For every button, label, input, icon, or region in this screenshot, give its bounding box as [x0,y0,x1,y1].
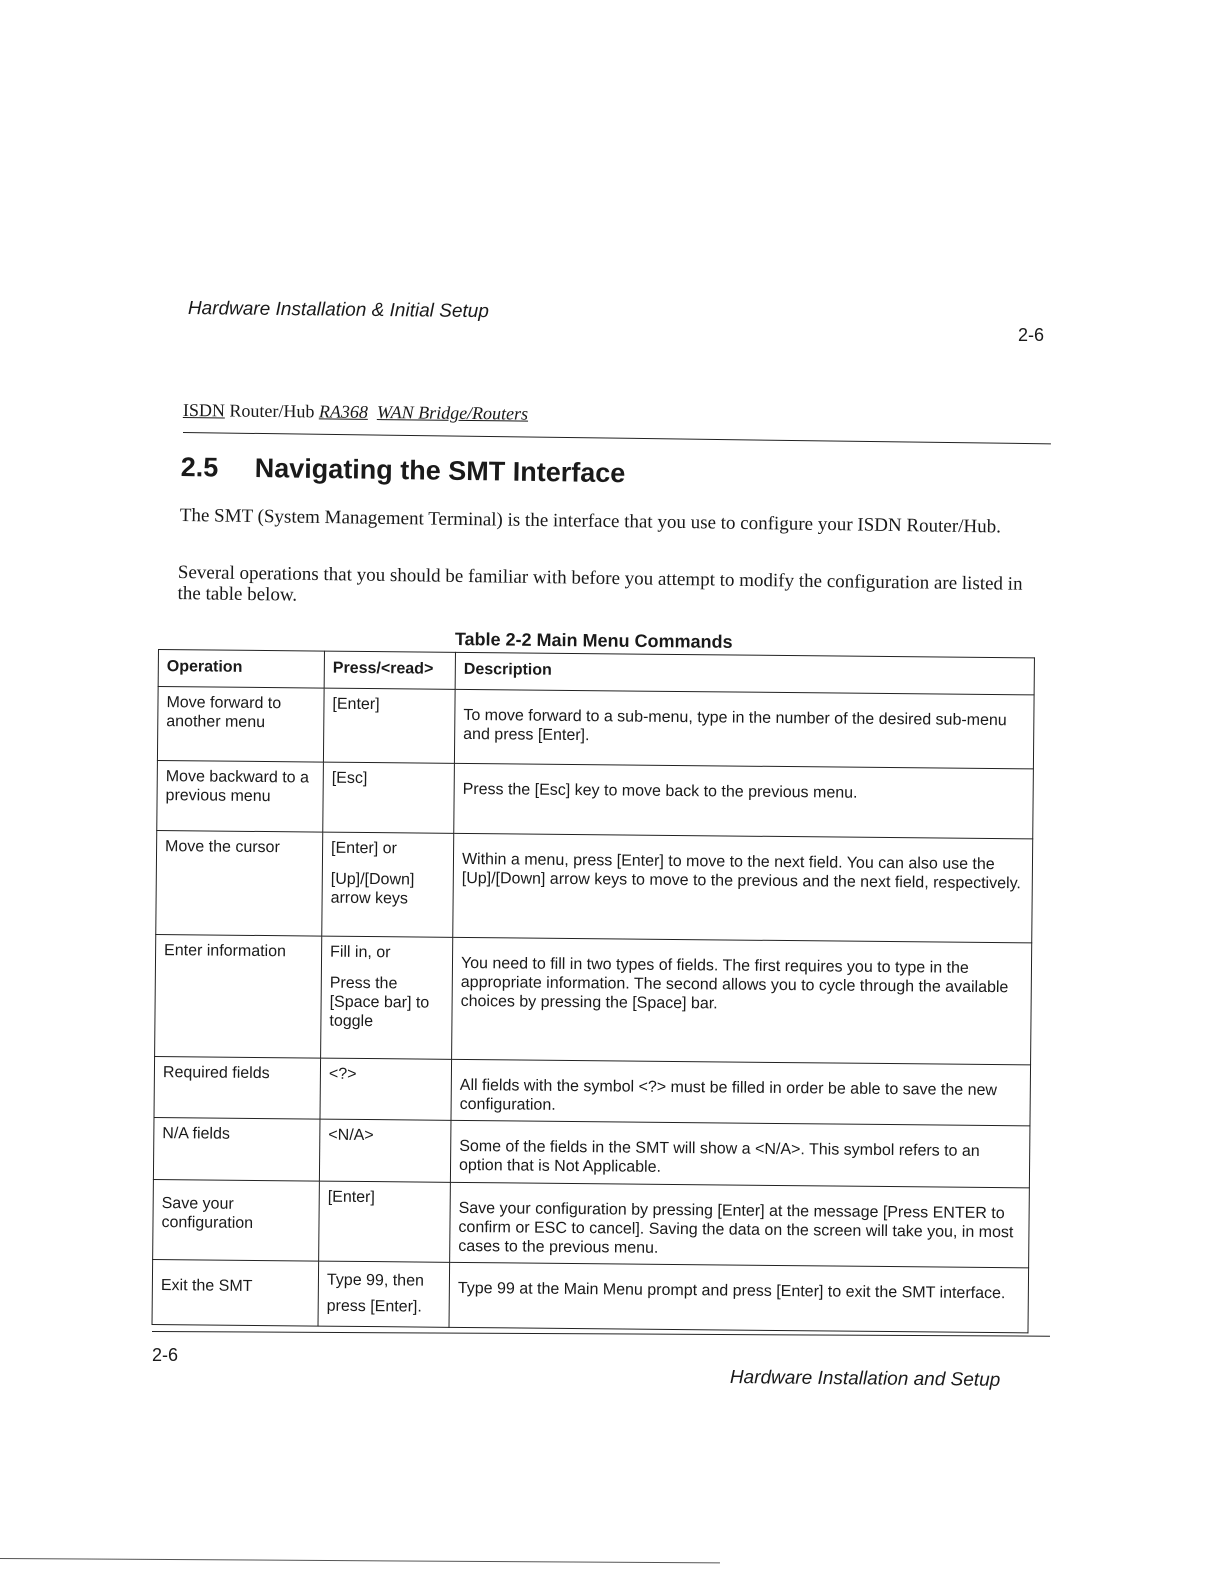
cell-description: Within a menu, press [Enter] to move to the next field. You can also use the [Up]/[Down] arrow keys to move to the previous and the next field, respectively. [453,833,1033,943]
cell-description: Press the [Esc] key to move back to the previous menu. [454,763,1034,839]
press-text: [Up]/[Down] arrow keys [330,870,415,908]
cell-description: You need to fill in two types of fields. The first requires you to type in the appropriate information. The second allows you to cycle through the available choices by pressing the [Space] bar. [452,937,1032,1065]
table-row [156,830,1033,942]
cell-press [323,762,455,833]
header-rule [183,432,1051,444]
cell-operation: Exit the SMT [152,1259,319,1326]
cell-description: To move forward to a sub-menu, type in the number of the desired sub-menu and press [Enter]. [454,689,1034,769]
section-title [181,452,626,489]
intro-paragraph: The SMT (System Management Terminal) is the interface that you use to configure your ISDN Router/Hub. [179,505,1002,538]
cell-press [320,1058,452,1120]
table-row [157,760,1034,838]
running-header: Hardware Installation & Initial Setup [187,298,489,323]
cell-operation: Move backward to a previous menu [157,760,324,832]
main-menu-commands-table [152,649,1035,1333]
press-text: [Enter] [332,695,380,714]
header-operation: Operation [158,650,324,689]
press-text: Press the [Space bar] to toggle [329,974,430,1031]
product-line-model: RA368 [318,401,369,422]
press-text: <N/A> [328,1126,374,1145]
page-number-bottom: 2-6 [152,1345,179,1365]
cell-description: Save your configuration by pressing [Enter] at the message [Press ENTER to confirm or ESC to cancel]. Saving the data on the screen will take you, in most cases to the previous menu. [450,1182,1030,1268]
cell-operation: Enter information [155,934,322,1058]
table-row [154,1056,1031,1125]
cell-description: All fields with the symbol <?> must be filled in order be able to save the new configuration. [451,1059,1031,1126]
table-row [153,1117,1030,1187]
press-text: [Enter] or [331,839,397,858]
product-line [183,400,528,425]
table-caption: Table 2-2 Main Menu Commands [454,629,733,652]
header-press: Press/<read> [324,651,455,689]
cell-press [321,936,453,1059]
operations-paragraph: Several operations that you should be familiar with before you attempt to modify the configuration are listed in the table below. [177,562,1023,606]
press-text: press [Enter]. [326,1297,422,1316]
cell-operation: N/A fields [153,1117,320,1181]
scan-artifact-line [0,1558,720,1563]
section-number: 2.5 [180,452,219,483]
cell-operation: Required fields [154,1056,321,1119]
table-row [153,1179,1030,1267]
cell-description: Some of the fields in the SMT will show a <N/A>. This symbol refers to an option that is Not Applicable. [450,1120,1030,1188]
press-text: [Esc] [331,769,368,788]
table-row [152,1259,1029,1332]
table-row [157,687,1034,769]
commands-table [152,649,1035,1333]
cell-press [319,1181,451,1262]
cell-operation: Move the cursor [156,830,323,936]
cell-description: Type 99 at the Main Menu prompt and press [Enter] to exit the SMT interface. [449,1262,1029,1333]
cell-press [318,1261,450,1327]
cell-press [323,688,455,763]
press-text: [Enter] [327,1188,375,1207]
product-line-category: WAN Bridge/Routers [376,402,529,424]
press-text: <?> [328,1065,357,1083]
running-footer: Hardware Installation and Setup [729,1367,1001,1391]
cell-operation: Save your configuration [153,1179,320,1261]
section-heading: Navigating the SMT Interface [254,453,626,489]
cell-operation: Move forward to another menu [157,687,324,763]
press-text: Type 99, then [326,1271,424,1290]
product-line-isdn: ISDN [182,400,226,421]
header-description: Description [455,652,1034,695]
cell-press [319,1119,451,1182]
page-number-top: 2-6 [1018,325,1045,345]
cell-press [322,832,454,937]
table-row [155,934,1032,1064]
press-text: Fill in, or [330,943,391,962]
product-line-router-hub: Router/Hub [229,400,315,422]
